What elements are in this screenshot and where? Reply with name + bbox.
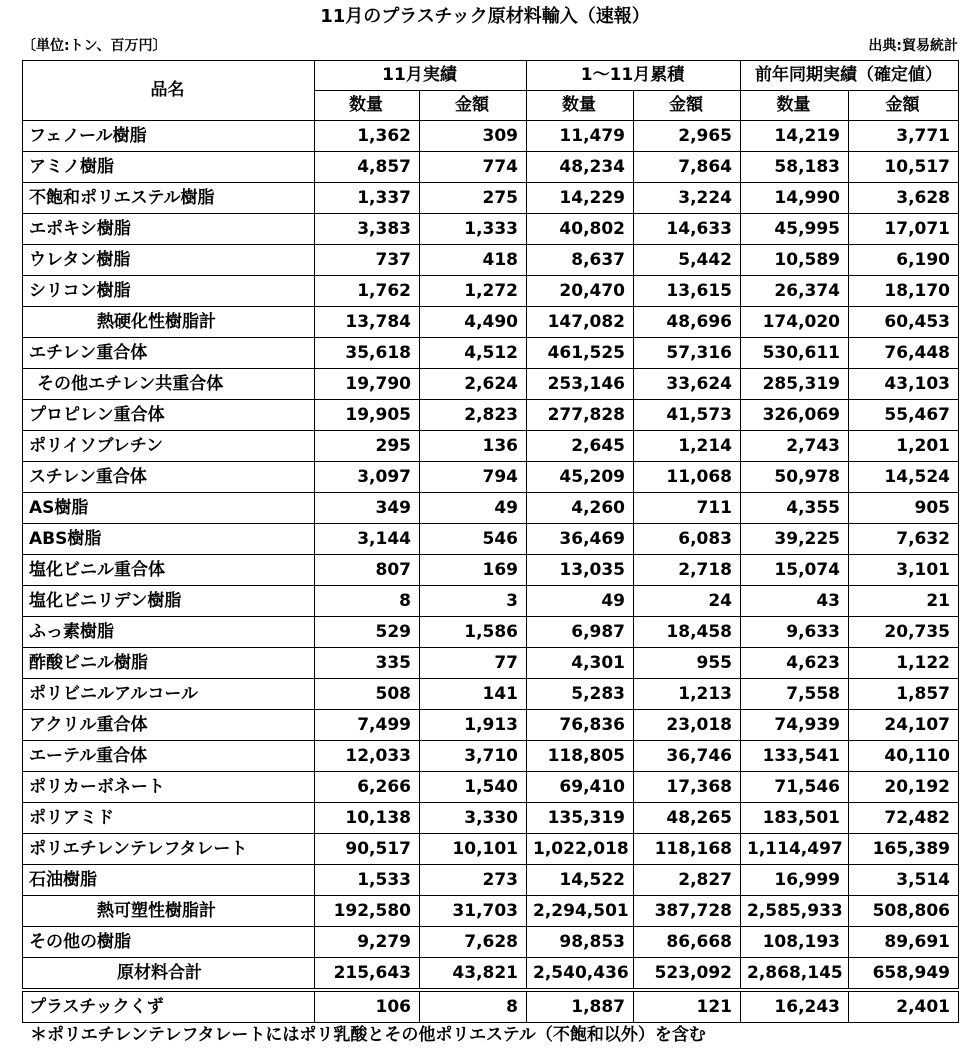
row-amount-cell: 24,107 [849,710,959,741]
row-amount-cell: 18,170 [849,276,959,307]
row-amount-cell: 275 [420,183,527,214]
row-quantity-cell: 529 [315,617,420,648]
row-quantity-cell: 807 [315,555,420,586]
row-quantity-cell: 4,260 [527,493,634,524]
row-quantity-cell: 3,383 [315,214,420,245]
row-quantity-cell: 461,525 [527,338,634,369]
row-amount-cell: 3,771 [849,121,959,152]
row-amount-cell: 24 [634,586,741,617]
table-row [23,431,959,462]
row-item-name: エチレン重合体 [23,338,315,369]
header-item: 品名 [23,61,315,121]
row-item-name: ポリイソブレチン [23,431,315,462]
row-amount-cell: 3,330 [420,803,527,834]
row-item-name: 酢酸ビニル樹脂 [23,648,315,679]
row-amount-cell: 7,628 [420,927,527,958]
row-quantity-cell: 737 [315,245,420,276]
row-quantity-cell: 8 [315,586,420,617]
row-amount-cell: 43,103 [849,369,959,400]
row-item-name: ふっ素樹脂 [23,617,315,648]
row-amount-cell: 546 [420,524,527,555]
row-amount-cell: 60,453 [849,307,959,338]
row-amount-cell: 17,368 [634,772,741,803]
row-quantity-cell: 45,995 [741,214,849,245]
row-amount-cell: 11,068 [634,462,741,493]
row-amount-cell: 5,442 [634,245,741,276]
row-quantity-cell: 2,868,145 [741,958,849,991]
row-amount-cell: 41,573 [634,400,741,431]
row-amount-cell: 57,316 [634,338,741,369]
table-row [23,803,959,834]
row-amount-cell: 309 [420,121,527,152]
row-quantity-cell: 26,374 [741,276,849,307]
row-item-name: プラスチックくず [23,990,315,1023]
row-amount-cell: 1,213 [634,679,741,710]
row-amount-cell: 17,071 [849,214,959,245]
row-quantity-cell: 295 [315,431,420,462]
row-amount-cell: 141 [420,679,527,710]
table-row [23,338,959,369]
row-item-name: アミノ樹脂 [23,152,315,183]
row-amount-cell: 36,746 [634,741,741,772]
row-quantity-cell: 49 [527,586,634,617]
page-title: 11月のプラスチック原材料輸入（速報） [320,6,650,27]
row-amount-cell: 3,514 [849,865,959,896]
row-quantity-cell: 3,097 [315,462,420,493]
row-amount-cell: 508,806 [849,896,959,927]
header-group-prev-year: 前年同期実績（確定値） [741,61,959,91]
row-amount-cell: 905 [849,493,959,524]
row-quantity-cell: 508 [315,679,420,710]
row-quantity-cell: 14,219 [741,121,849,152]
row-quantity-cell: 43 [741,586,849,617]
row-quantity-cell: 45,209 [527,462,634,493]
row-quantity-cell: 6,987 [527,617,634,648]
row-amount-cell: 21 [849,586,959,617]
table-row [23,276,959,307]
row-quantity-cell: 2,585,933 [741,896,849,927]
table-row [23,990,959,1023]
row-quantity-cell: 2,743 [741,431,849,462]
row-quantity-cell: 1,762 [315,276,420,307]
table-row [23,214,959,245]
row-amount-cell: 77 [420,648,527,679]
row-amount-cell: 1,201 [849,431,959,462]
row-amount-cell: 55,467 [849,400,959,431]
row-amount-cell: 1,913 [420,710,527,741]
header-amount: 金額 [634,91,741,121]
row-amount-cell: 23,018 [634,710,741,741]
row-quantity-cell: 13,784 [315,307,420,338]
row-item-name: エポキシ樹脂 [23,214,315,245]
row-amount-cell: 49 [420,493,527,524]
row-amount-cell: 89,691 [849,927,959,958]
row-amount-cell: 33,624 [634,369,741,400]
row-amount-cell: 658,949 [849,958,959,991]
row-amount-cell: 86,668 [634,927,741,958]
row-amount-cell: 6,190 [849,245,959,276]
row-amount-cell: 13,615 [634,276,741,307]
row-quantity-cell: 71,546 [741,772,849,803]
row-amount-cell: 43,821 [420,958,527,991]
table-row [23,400,959,431]
row-amount-cell: 31,703 [420,896,527,927]
row-amount-cell: 4,512 [420,338,527,369]
row-amount-cell: 76,448 [849,338,959,369]
row-quantity-cell: 1,887 [527,990,634,1023]
row-amount-cell: 6,083 [634,524,741,555]
table-row [23,958,959,991]
row-quantity-cell: 7,558 [741,679,849,710]
table-row [23,183,959,214]
row-quantity-cell: 135,319 [527,803,634,834]
row-item-name: ウレタン樹脂 [23,245,315,276]
row-quantity-cell: 19,905 [315,400,420,431]
table-row [23,896,959,927]
row-item-name: スチレン重合体 [23,462,315,493]
row-quantity-cell: 6,266 [315,772,420,803]
row-quantity-cell: 69,410 [527,772,634,803]
row-amount-cell: 2,624 [420,369,527,400]
table-row [23,927,959,958]
row-quantity-cell: 5,283 [527,679,634,710]
row-quantity-cell: 4,301 [527,648,634,679]
row-quantity-cell: 3,144 [315,524,420,555]
row-quantity-cell: 349 [315,493,420,524]
row-amount-cell: 1,272 [420,276,527,307]
row-amount-cell: 14,524 [849,462,959,493]
row-item-name: AS樹脂 [23,493,315,524]
row-quantity-cell: 40,802 [527,214,634,245]
table-row [23,772,959,803]
source-label: 出典:貿易統計 [868,38,958,54]
row-quantity-cell: 2,645 [527,431,634,462]
row-amount-cell: 273 [420,865,527,896]
row-item-name: その他の樹脂 [23,927,315,958]
row-amount-cell: 4,490 [420,307,527,338]
row-item-name: プロピレン重合体 [23,400,315,431]
row-amount-cell: 2,827 [634,865,741,896]
row-quantity-cell: 74,939 [741,710,849,741]
row-quantity-cell: 90,517 [315,834,420,865]
row-item-name: エーテル重合体 [23,741,315,772]
row-item-name: 熱硬化性樹脂計 [23,307,315,338]
row-quantity-cell: 326,069 [741,400,849,431]
row-amount-cell: 8 [420,990,527,1023]
row-quantity-cell: 16,243 [741,990,849,1023]
row-quantity-cell: 15,074 [741,555,849,586]
row-quantity-cell: 14,229 [527,183,634,214]
row-quantity-cell: 192,580 [315,896,420,927]
table-row [23,834,959,865]
row-amount-cell: 48,265 [634,803,741,834]
row-quantity-cell: 4,623 [741,648,849,679]
row-amount-cell: 1,857 [849,679,959,710]
row-quantity-cell: 4,355 [741,493,849,524]
unit-label: 〔単位:トン、百万円〕 [22,38,167,54]
row-quantity-cell: 183,501 [741,803,849,834]
row-item-name: ポリカーボネート [23,772,315,803]
row-quantity-cell: 35,618 [315,338,420,369]
row-amount-cell: 20,192 [849,772,959,803]
row-quantity-cell: 335 [315,648,420,679]
row-quantity-cell: 253,146 [527,369,634,400]
row-quantity-cell: 50,978 [741,462,849,493]
header-quantity: 数量 [315,91,420,121]
header-amount: 金額 [420,91,527,121]
row-quantity-cell: 4,857 [315,152,420,183]
row-item-name: 塩化ビニリデン樹脂 [23,586,315,617]
row-amount-cell: 7,864 [634,152,741,183]
row-quantity-cell: 530,611 [741,338,849,369]
row-amount-cell: 1,333 [420,214,527,245]
row-amount-cell: 1,540 [420,772,527,803]
row-quantity-cell: 14,990 [741,183,849,214]
row-amount-cell: 165,389 [849,834,959,865]
row-quantity-cell: 2,294,501 [527,896,634,927]
row-amount-cell: 10,101 [420,834,527,865]
row-item-name: シリコン樹脂 [23,276,315,307]
row-amount-cell: 10,517 [849,152,959,183]
row-amount-cell: 2,401 [849,990,959,1023]
row-item-name: フェノール樹脂 [23,121,315,152]
row-amount-cell: 18,458 [634,617,741,648]
row-item-name: その他エチレン共重合体 [23,369,315,400]
row-amount-cell: 7,632 [849,524,959,555]
row-item-name: 塩化ビニル重合体 [23,555,315,586]
row-quantity-cell: 10,589 [741,245,849,276]
row-item-name: ポリエチレンテレフタレート [23,834,315,865]
row-amount-cell: 3,101 [849,555,959,586]
row-item-name: ポリビニルアルコール [23,679,315,710]
row-amount-cell: 118,168 [634,834,741,865]
row-amount-cell: 48,696 [634,307,741,338]
row-quantity-cell: 133,541 [741,741,849,772]
row-quantity-cell: 11,479 [527,121,634,152]
table-row [23,369,959,400]
row-amount-cell: 1,122 [849,648,959,679]
table-body [23,121,959,1023]
row-quantity-cell: 19,790 [315,369,420,400]
row-item-name: 熱可塑性樹脂計 [23,896,315,927]
row-quantity-cell: 13,035 [527,555,634,586]
table-row [23,121,959,152]
row-item-name: 石油樹脂 [23,865,315,896]
row-quantity-cell: 7,499 [315,710,420,741]
row-quantity-cell: 108,193 [741,927,849,958]
table-row [23,524,959,555]
row-quantity-cell: 14,522 [527,865,634,896]
row-amount-cell: 169 [420,555,527,586]
table-row [23,307,959,338]
row-item-name: ABS樹脂 [23,524,315,555]
row-quantity-cell: 1,362 [315,121,420,152]
row-amount-cell: 523,092 [634,958,741,991]
header-group-month: 11月実績 [315,61,527,91]
row-amount-cell: 3,224 [634,183,741,214]
table-row [23,679,959,710]
row-amount-cell: 794 [420,462,527,493]
row-quantity-cell: 39,225 [741,524,849,555]
row-quantity-cell: 147,082 [527,307,634,338]
row-amount-cell: 72,482 [849,803,959,834]
row-quantity-cell: 2,540,436 [527,958,634,991]
row-amount-cell: 3,710 [420,741,527,772]
row-amount-cell: 136 [420,431,527,462]
table-row [23,741,959,772]
row-item-name: アクリル重合体 [23,710,315,741]
row-quantity-cell: 118,805 [527,741,634,772]
import-table [22,60,959,1023]
row-amount-cell: 2,965 [634,121,741,152]
row-amount-cell: 2,823 [420,400,527,431]
row-quantity-cell: 48,234 [527,152,634,183]
row-amount-cell: 774 [420,152,527,183]
table-row [23,865,959,896]
row-item-name: 原材料合計 [23,958,315,991]
row-amount-cell: 121 [634,990,741,1023]
row-amount-cell: 2,718 [634,555,741,586]
row-quantity-cell: 9,633 [741,617,849,648]
table-row [23,493,959,524]
row-quantity-cell: 10,138 [315,803,420,834]
row-amount-cell: 1,214 [634,431,741,462]
row-amount-cell: 1,586 [420,617,527,648]
header-quantity: 数量 [527,91,634,121]
table-row [23,462,959,493]
row-amount-cell: 14,633 [634,214,741,245]
row-amount-cell: 3 [420,586,527,617]
row-quantity-cell: 1,114,497 [741,834,849,865]
row-quantity-cell: 106 [315,990,420,1023]
row-quantity-cell: 1,533 [315,865,420,896]
row-quantity-cell: 58,183 [741,152,849,183]
row-quantity-cell: 8,637 [527,245,634,276]
row-amount-cell: 387,728 [634,896,741,927]
row-item-name: 不飽和ポリエステル樹脂 [23,183,315,214]
table-row [23,648,959,679]
footnote: ＊ポリエチレンテレフタレートにはポリ乳酸とその他ポリエステル（不飽和以外）を含む [30,1025,706,1045]
table-row [23,555,959,586]
row-quantity-cell: 12,033 [315,741,420,772]
row-amount-cell: 711 [634,493,741,524]
row-quantity-cell: 16,999 [741,865,849,896]
table-row [23,617,959,648]
row-quantity-cell: 1,337 [315,183,420,214]
row-quantity-cell: 285,319 [741,369,849,400]
table-row [23,152,959,183]
header-group-cumulative: 1～11月累積 [527,61,741,91]
row-quantity-cell: 277,828 [527,400,634,431]
row-amount-cell: 955 [634,648,741,679]
table-row [23,710,959,741]
row-amount-cell: 418 [420,245,527,276]
row-quantity-cell: 76,836 [527,710,634,741]
row-amount-cell: 20,735 [849,617,959,648]
row-quantity-cell: 215,643 [315,958,420,991]
table-row [23,586,959,617]
table-row [23,245,959,276]
row-item-name: ポリアミド [23,803,315,834]
row-quantity-cell: 174,020 [741,307,849,338]
row-quantity-cell: 36,469 [527,524,634,555]
row-quantity-cell: 1,022,018 [527,834,634,865]
row-quantity-cell: 98,853 [527,927,634,958]
row-quantity-cell: 9,279 [315,927,420,958]
row-amount-cell: 3,628 [849,183,959,214]
row-quantity-cell: 20,470 [527,276,634,307]
header-quantity: 数量 [741,91,849,121]
row-amount-cell: 40,110 [849,741,959,772]
header-amount: 金額 [849,91,959,121]
